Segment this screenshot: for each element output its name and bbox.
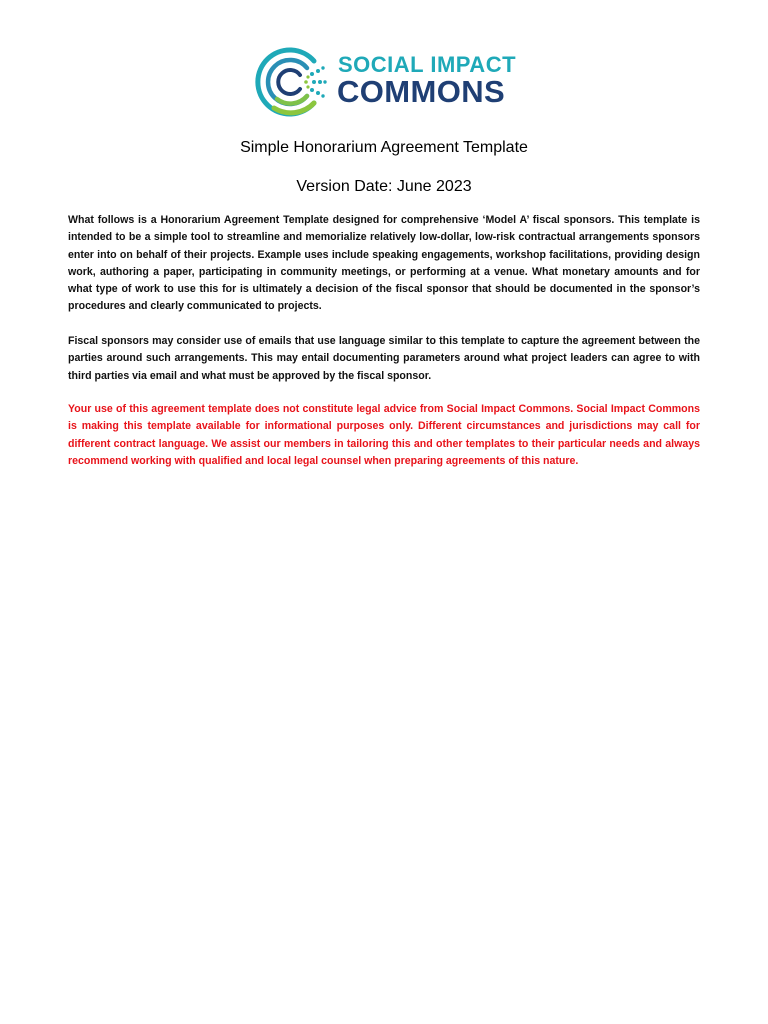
intro-paragraph: What follows is a Honorarium Agreement Template designed for comprehensive ‘Model A’ fiscal sponsors. This template is intended to be a simple tool to streamline and memorialize relatively low-dollar, low-risk contractual arrangements sponsors enter into on behalf of their projects. Example uses include speaking engagements, workshop facilitations, providing design work, authoring a paper, participating in community meetings, or performing at a venue. What monetary amounts and for what type of work to use this for is ultimately a decision of the fiscal sponsor that should be documented in the sponsor’s procedures and clearly communicated to projects. — [68, 214, 700, 313]
legal-disclaimer: Your use of this agreement template does not constitute legal advice from Social Impact Commons. Social Impact Commons is making this template available for informational purposes only. Different circumstances and jurisdictions may call for different contract language. We assist our members in tailoring this and other templates to their particular needs and always recommend working with qualified and local legal counsel when preparing agreements of this nature. — [68, 403, 700, 467]
logo-text-social-impact: SOCIAL IMPACT — [338, 52, 517, 77]
logo-circles-icon — [252, 44, 328, 120]
social-impact-commons-logo — [252, 44, 522, 120]
version-date: Version Date: June 2023 — [296, 178, 472, 195]
document-title: Simple Honorarium Agreement Template — [240, 139, 528, 156]
logo-text-commons: COMMONS — [337, 74, 506, 109]
email-usage-paragraph: Fiscal sponsors may consider use of emails that use language similar to this template to capture the agreement between the parties around such arrangements. This may entail documenting parameters around what project leaders can agree to with third parties via email and what must be approved by the fiscal sponsor. — [68, 335, 700, 382]
